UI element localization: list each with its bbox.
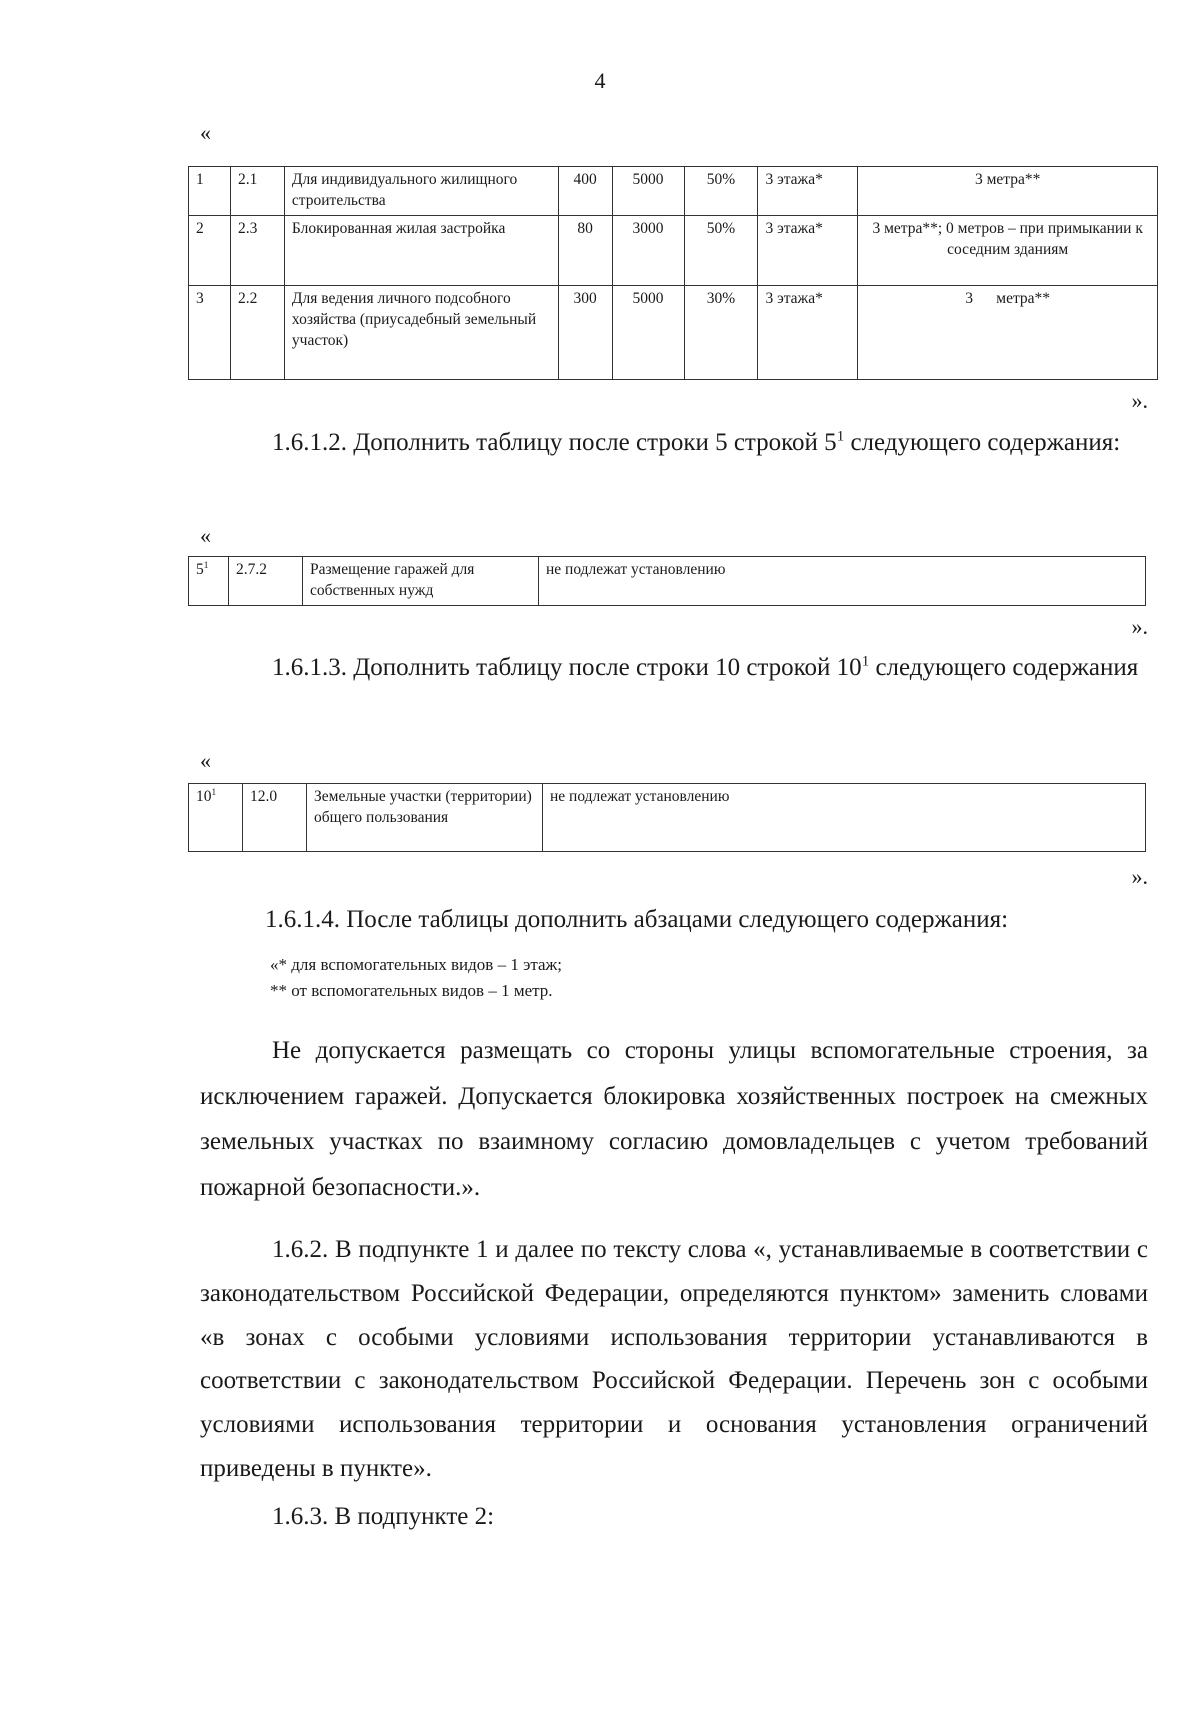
cell-name: Для индивидуального жилищного строительства — [284, 167, 558, 216]
quote-close: ». — [1131, 864, 1148, 889]
cell-num: 3 — [189, 285, 231, 379]
cell-floors: 3 этажа* — [758, 215, 858, 285]
paragraph-1-6-1-3 — [200, 645, 1148, 690]
cell-percent: 50% — [684, 215, 758, 285]
table-row — [189, 167, 1158, 216]
cell-name: Земельные участки (территории) общего пользования — [307, 784, 543, 852]
paragraph-text: 1.6.1.2. Дополнить таблицу после строки 5 строкой 5 — [272, 429, 837, 456]
cell-percent: 50% — [684, 167, 758, 216]
superscript: 1 — [861, 653, 870, 670]
quote-close: ». — [1131, 614, 1148, 639]
paragraph-1-6-1-4: 1.6.1.4. После таблицы дополнить абзацами следующего содержания: — [265, 906, 1009, 933]
cell-value: не подлежат установлению — [543, 784, 1146, 852]
cell-floors: 3 этажа* — [758, 285, 858, 379]
paragraph-text: следующего содержания — [869, 654, 1139, 681]
cell-name: Размещение гаражей для собственных нужд — [303, 557, 539, 606]
footnotes — [270, 952, 562, 1003]
cell-min-area: 400 — [558, 167, 612, 216]
superscript: 1 — [203, 560, 209, 571]
cell-name: Для ведения личного подсобного хозяйства (приусадебный земельный участок) — [284, 285, 558, 379]
superscript: 1 — [211, 787, 217, 798]
cell-code: 12.0 — [243, 784, 307, 852]
quote-open: « — [200, 748, 211, 773]
paragraph-1-6-2: 1.6.2. В подпункте 1 и далее по тексту слова «, устанавливаемые в соответствии с законодательством Российской Федерации, определяются пунктом» заменить словами «в зонах с особыми условиями использования территории устанавливаются в соответствии с законодательством Российской Федерации. Перечень зон с особыми условиями использования территории и основания установления ограничений приведены в пункте». — [200, 1236, 1148, 1482]
quote-open: « — [200, 523, 211, 548]
cell-num — [189, 784, 243, 852]
cell-percent: 30% — [684, 285, 758, 379]
zoning-table-main — [188, 166, 1158, 380]
superscript: 1 — [836, 428, 845, 445]
cell-num-text: 5 — [196, 561, 204, 578]
cell-value: не подлежат установлению — [539, 557, 1146, 606]
zoning-table-row-5-1 — [188, 556, 1146, 606]
paragraph-not-allowed: Не допускается размещать со стороны улицы вспомогательные строения, за исключением гаражей. Допускается блокировка хозяйственных построек на смежных земельных участках по взаимному согласию домовладельцев с учетом требований пожарной безопасности.». — [200, 1037, 1148, 1201]
cell-floors: 3 этажа* — [758, 167, 858, 216]
table-row — [189, 285, 1158, 379]
footnote-floors: «* для вспомогательных видов – 1 этаж; — [270, 955, 563, 974]
cell-setback: 3 метра** — [858, 285, 1158, 379]
zoning-table-row-10-1 — [188, 783, 1146, 852]
cell-name: Блокированная жилая застройка — [284, 215, 558, 285]
cell-num-text: 10 — [196, 788, 212, 805]
quote-open: « — [200, 120, 211, 145]
cell-max-area: 3000 — [612, 215, 684, 285]
cell-code: 2.7.2 — [229, 557, 303, 606]
cell-code: 2.2 — [230, 285, 284, 379]
table-row — [189, 784, 1146, 852]
cell-min-area: 80 — [558, 215, 612, 285]
paragraph-1-6-1-2 — [200, 420, 1148, 465]
cell-num — [189, 557, 229, 606]
cell-max-area: 5000 — [612, 167, 684, 216]
paragraph-1-6-3: 1.6.3. В подпункте 2: — [272, 1503, 495, 1530]
paragraph-text: 1.6.1.3. Дополнить таблицу после строки 10 строкой 10 — [272, 654, 862, 681]
table-row — [189, 557, 1146, 606]
page-number: 4 — [594, 68, 606, 93]
cell-num: 2 — [189, 215, 231, 285]
cell-code: 2.1 — [230, 167, 284, 216]
cell-num: 1 — [189, 167, 231, 216]
paragraph-text: следующего содержания: — [844, 429, 1121, 456]
table-row — [189, 215, 1158, 285]
cell-setback: 3 метра** — [858, 167, 1158, 216]
cell-setback: 3 метра**; 0 метров – при примыкании к соседним зданиям — [858, 215, 1158, 285]
cell-code: 2.3 — [230, 215, 284, 285]
quote-close: ». — [1131, 388, 1148, 413]
footnote-setback: ** от вспомогательных видов – 1 метр. — [270, 980, 553, 1000]
cell-max-area: 5000 — [612, 285, 684, 379]
cell-min-area: 300 — [558, 285, 612, 379]
